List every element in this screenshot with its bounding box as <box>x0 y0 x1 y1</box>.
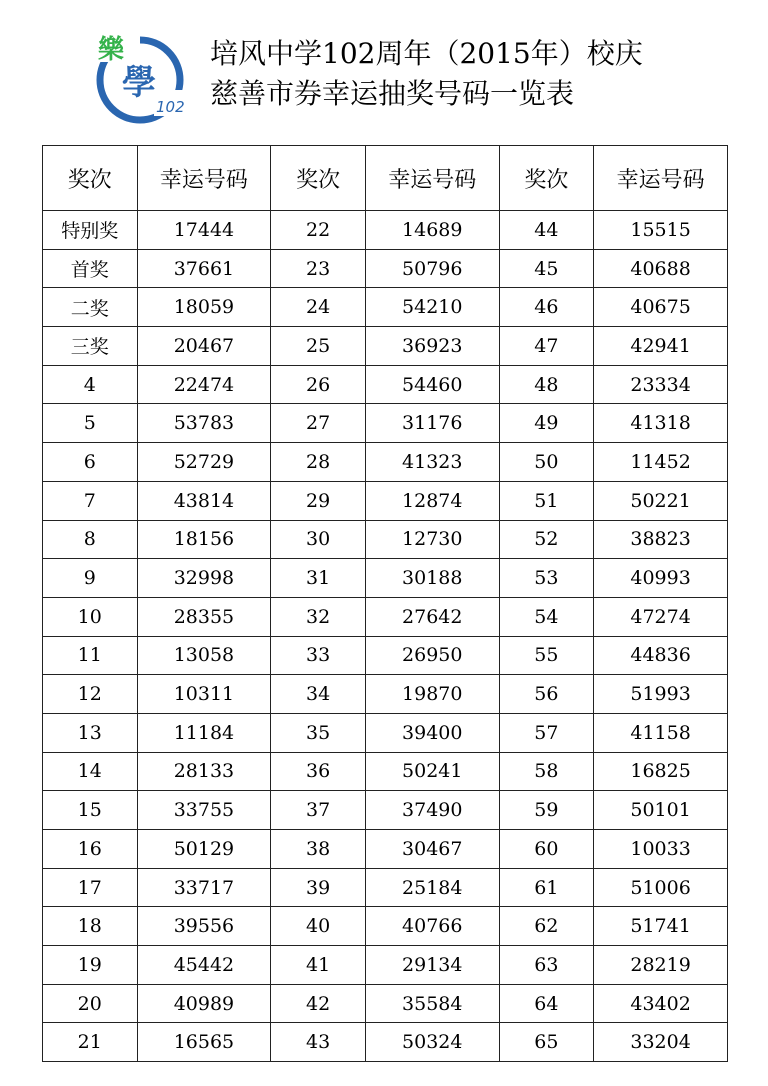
table-row <box>43 791 728 830</box>
prize-rank-cell: 首奖 <box>43 249 138 288</box>
lucky-number-cell: 22474 <box>137 365 271 404</box>
lucky-number-cell: 10033 <box>594 830 728 869</box>
lucky-number-cell: 41158 <box>594 713 728 752</box>
lucky-number-cell: 53783 <box>137 404 271 443</box>
lucky-number-cell: 12730 <box>365 520 499 559</box>
prize-rank-cell: 58 <box>499 752 594 791</box>
prize-rank-cell: 28 <box>271 443 366 482</box>
table-row <box>43 481 728 520</box>
table-row <box>43 1023 728 1062</box>
prize-rank-cell: 54 <box>499 597 594 636</box>
prize-rank-cell: 10 <box>43 597 138 636</box>
table-row <box>43 984 728 1023</box>
column-header: 奖次 <box>499 146 594 211</box>
lucky-number-cell: 39400 <box>365 713 499 752</box>
lucky-number-cell: 39556 <box>137 907 271 946</box>
prize-rank-cell: 4 <box>43 365 138 404</box>
prize-rank-cell: 41 <box>271 946 366 985</box>
prize-rank-cell: 三奖 <box>43 327 138 366</box>
table-row <box>43 675 728 714</box>
prize-rank-cell: 17 <box>43 868 138 907</box>
lucky-number-cell: 18156 <box>137 520 271 559</box>
table-row <box>43 597 728 636</box>
page-header <box>0 0 768 140</box>
table-row <box>43 404 728 443</box>
logo-text-xue: 學 <box>122 63 156 103</box>
lucky-number-cell: 50241 <box>365 752 499 791</box>
prize-rank-cell: 二奖 <box>43 288 138 327</box>
table-row <box>43 327 728 366</box>
prize-rank-cell: 51 <box>499 481 594 520</box>
lucky-number-cell: 43814 <box>137 481 271 520</box>
lucky-number-cell: 54460 <box>365 365 499 404</box>
prize-rank-cell: 15 <box>43 791 138 830</box>
lucky-number-cell: 28355 <box>137 597 271 636</box>
prize-rank-cell: 63 <box>499 946 594 985</box>
prize-rank-cell: 61 <box>499 868 594 907</box>
prize-rank-cell: 50 <box>499 443 594 482</box>
lucky-number-cell: 20467 <box>137 327 271 366</box>
table-row <box>43 288 728 327</box>
column-header: 奖次 <box>43 146 138 211</box>
prize-rank-cell: 18 <box>43 907 138 946</box>
prize-rank-cell: 56 <box>499 675 594 714</box>
prize-rank-cell: 25 <box>271 327 366 366</box>
prize-rank-cell: 30 <box>271 520 366 559</box>
prize-rank-cell: 14 <box>43 752 138 791</box>
lucky-number-cell: 41323 <box>365 443 499 482</box>
prize-rank-cell: 62 <box>499 907 594 946</box>
lucky-number-cell: 41318 <box>594 404 728 443</box>
prize-rank-cell: 24 <box>271 288 366 327</box>
lucky-number-cell: 26950 <box>365 636 499 675</box>
lucky-number-cell: 40766 <box>365 907 499 946</box>
lucky-number-cell: 27642 <box>365 597 499 636</box>
lucky-number-cell: 29134 <box>365 946 499 985</box>
table-row <box>43 520 728 559</box>
lucky-number-cell: 28133 <box>137 752 271 791</box>
prize-rank-cell: 32 <box>271 597 366 636</box>
prize-rank-cell: 20 <box>43 984 138 1023</box>
lucky-number-cell: 38823 <box>594 520 728 559</box>
lucky-number-cell: 32998 <box>137 559 271 598</box>
prize-rank-cell: 47 <box>499 327 594 366</box>
lucky-number-cell: 50221 <box>594 481 728 520</box>
lucky-number-cell: 40989 <box>137 984 271 1023</box>
lucky-number-cell: 30188 <box>365 559 499 598</box>
lucky-number-cell: 13058 <box>137 636 271 675</box>
lucky-number-cell: 37490 <box>365 791 499 830</box>
lucky-number-cell: 11184 <box>137 713 271 752</box>
prize-rank-cell: 12 <box>43 675 138 714</box>
column-header: 幸运号码 <box>365 146 499 211</box>
lucky-number-cell: 50324 <box>365 1023 499 1062</box>
table-row <box>43 713 728 752</box>
lucky-number-cell: 51741 <box>594 907 728 946</box>
table-row <box>43 752 728 791</box>
lucky-number-cell: 17444 <box>137 211 271 250</box>
column-header: 幸运号码 <box>594 146 728 211</box>
lucky-number-cell: 50796 <box>365 249 499 288</box>
prize-rank-cell: 38 <box>271 830 366 869</box>
lucky-number-cell: 19870 <box>365 675 499 714</box>
lucky-number-cell: 44836 <box>594 636 728 675</box>
prize-rank-cell: 34 <box>271 675 366 714</box>
lucky-number-cell: 52729 <box>137 443 271 482</box>
prize-rank-cell: 60 <box>499 830 594 869</box>
lucky-number-cell: 40993 <box>594 559 728 598</box>
prize-rank-cell: 53 <box>499 559 594 598</box>
table-row <box>43 211 728 250</box>
lucky-number-cell: 42941 <box>594 327 728 366</box>
title-line-1: 培风中学102周年（2015年）校庆 <box>210 37 643 70</box>
prize-rank-cell: 特别奖 <box>43 211 138 250</box>
table-row <box>43 443 728 482</box>
lucky-number-cell: 33204 <box>594 1023 728 1062</box>
table-row <box>43 365 728 404</box>
prize-rank-cell: 16 <box>43 830 138 869</box>
prize-rank-cell: 23 <box>271 249 366 288</box>
page-title <box>210 36 643 112</box>
prize-rank-cell: 7 <box>43 481 138 520</box>
lucky-number-cell: 28219 <box>594 946 728 985</box>
prize-rank-cell: 5 <box>43 404 138 443</box>
lucky-number-cell: 30467 <box>365 830 499 869</box>
lucky-number-cell: 45442 <box>137 946 271 985</box>
table-row <box>43 830 728 869</box>
table-row <box>43 907 728 946</box>
prize-rank-cell: 43 <box>271 1023 366 1062</box>
table-row <box>43 868 728 907</box>
prize-rank-cell: 9 <box>43 559 138 598</box>
table-row <box>43 249 728 288</box>
prize-rank-cell: 37 <box>271 791 366 830</box>
lucky-number-cell: 50101 <box>594 791 728 830</box>
column-header: 幸运号码 <box>137 146 271 211</box>
logo-text-102: 102 <box>156 98 185 116</box>
prize-rank-cell: 45 <box>499 249 594 288</box>
prize-rank-cell: 31 <box>271 559 366 598</box>
prize-rank-cell: 21 <box>43 1023 138 1062</box>
column-header: 奖次 <box>271 146 366 211</box>
lucky-number-cell: 12874 <box>365 481 499 520</box>
prize-rank-cell: 27 <box>271 404 366 443</box>
prize-rank-cell: 26 <box>271 365 366 404</box>
lucky-number-cell: 14689 <box>365 211 499 250</box>
lucky-number-cell: 50129 <box>137 830 271 869</box>
lucky-number-cell: 10311 <box>137 675 271 714</box>
prize-rank-cell: 39 <box>271 868 366 907</box>
lucky-number-cell: 51006 <box>594 868 728 907</box>
lucky-number-cell: 36923 <box>365 327 499 366</box>
lucky-number-cell: 40688 <box>594 249 728 288</box>
prize-rank-cell: 22 <box>271 211 366 250</box>
prize-rank-cell: 55 <box>499 636 594 675</box>
prize-rank-cell: 19 <box>43 946 138 985</box>
lucky-number-cell: 16565 <box>137 1023 271 1062</box>
prize-rank-cell: 35 <box>271 713 366 752</box>
prize-rank-cell: 64 <box>499 984 594 1023</box>
lucky-number-cell: 15515 <box>594 211 728 250</box>
lucky-number-cell: 54210 <box>365 288 499 327</box>
table-row <box>43 636 728 675</box>
lucky-number-cell: 35584 <box>365 984 499 1023</box>
prize-rank-cell: 29 <box>271 481 366 520</box>
school-logo <box>94 32 186 124</box>
title-line-2: 慈善市券幸运抽奖号码一览表 <box>210 77 575 110</box>
prize-rank-cell: 13 <box>43 713 138 752</box>
table-row <box>43 946 728 985</box>
lucky-number-cell: 23334 <box>594 365 728 404</box>
lucky-number-cell: 16825 <box>594 752 728 791</box>
prize-rank-cell: 11 <box>43 636 138 675</box>
prize-rank-cell: 46 <box>499 288 594 327</box>
prize-rank-cell: 6 <box>43 443 138 482</box>
lucky-number-cell: 11452 <box>594 443 728 482</box>
table-header-row <box>43 146 728 211</box>
lucky-number-cell: 37661 <box>137 249 271 288</box>
prize-rank-cell: 65 <box>499 1023 594 1062</box>
prize-rank-cell: 40 <box>271 907 366 946</box>
lucky-number-cell: 51993 <box>594 675 728 714</box>
prize-rank-cell: 8 <box>43 520 138 559</box>
prize-rank-cell: 36 <box>271 752 366 791</box>
prize-rank-cell: 44 <box>499 211 594 250</box>
lucky-number-cell: 33755 <box>137 791 271 830</box>
prize-rank-cell: 52 <box>499 520 594 559</box>
lucky-number-cell: 40675 <box>594 288 728 327</box>
prize-rank-cell: 33 <box>271 636 366 675</box>
lucky-number-cell: 47274 <box>594 597 728 636</box>
lucky-number-cell: 18059 <box>137 288 271 327</box>
prize-rank-cell: 42 <box>271 984 366 1023</box>
logo-text-le: 樂 <box>98 35 125 65</box>
prize-rank-cell: 48 <box>499 365 594 404</box>
lottery-results-table <box>42 145 728 1062</box>
prize-rank-cell: 57 <box>499 713 594 752</box>
lucky-number-cell: 31176 <box>365 404 499 443</box>
lucky-number-cell: 43402 <box>594 984 728 1023</box>
prize-rank-cell: 49 <box>499 404 594 443</box>
lucky-number-cell: 33717 <box>137 868 271 907</box>
lucky-number-cell: 25184 <box>365 868 499 907</box>
table-body <box>43 211 728 1062</box>
table-row <box>43 559 728 598</box>
prize-rank-cell: 59 <box>499 791 594 830</box>
